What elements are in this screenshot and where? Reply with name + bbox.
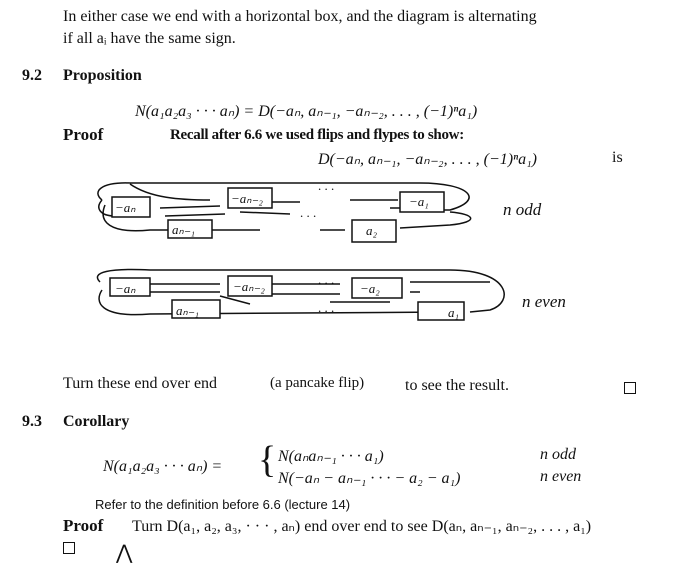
caret-mark: ⋀: [116, 542, 133, 564]
corollary-number: 9.3: [22, 413, 42, 430]
even-box2-label: aₙ₋₁: [176, 303, 200, 318]
qed-square-2: [63, 542, 75, 554]
even-box5-label: a₁: [448, 305, 460, 320]
odd-box1-label: −aₙ: [115, 200, 136, 215]
turn-note: (a pancake flip): [270, 375, 365, 391]
proof-is: is: [612, 149, 623, 166]
odd-box5-label: a₂: [366, 223, 378, 238]
proof-label: Proof: [63, 125, 104, 144]
odd-label: n odd: [503, 200, 542, 219]
even-box1-label: −aₙ: [115, 281, 136, 296]
proof2-text: Turn D(a₁, a₂, a₃, · · · , aₙ) end over end to see D(aₙ, aₙ₋₁, aₙ₋₂, . . . , a₁): [132, 518, 592, 535]
qed-square-1: [624, 382, 636, 394]
prop-formula: N(a₁a₂a₃ · · · aₙ) = D(−aₙ, aₙ₋₁, −aₙ₋₂, . . . , (−1)ⁿa₁): [135, 103, 478, 120]
odd-box4-label: −a₁: [409, 194, 429, 209]
proof-note: Recall after 6.6 we used flips and flypes to show:: [170, 127, 464, 143]
intro-line-1: In either case we end with a horizontal box, and the diagram is alternating: [63, 8, 537, 25]
corollary-lhs: N(a₁a₂a₃ · · · aₙ) =: [103, 458, 223, 475]
even-box3-label: −aₙ₋₂: [233, 279, 265, 294]
corollary-case2-expr: N(−aₙ − aₙ₋₁ · · · − a₂ − a₁): [278, 470, 461, 487]
turn-text-b: to see the result.: [405, 377, 509, 394]
corollary-brace: {: [258, 439, 277, 481]
prop-title: Proposition: [63, 67, 142, 84]
corollary-title: Corollary: [63, 413, 130, 430]
even-label: n even: [522, 292, 566, 311]
intro-line-2: if all aᵢ have the same sign.: [63, 30, 236, 47]
refer-note: Refer to the definition before 6.6 (lecture 14): [95, 497, 351, 512]
odd-dots-1: . . .: [318, 178, 335, 193]
turn-text-a: Turn these end over end: [63, 375, 218, 392]
odd-dots-2: . . .: [300, 205, 317, 220]
proof2-label: Proof: [63, 516, 104, 535]
even-dots-2: . . .: [318, 300, 335, 315]
corollary-case1-expr: N(aₙaₙ₋₁ · · · a₁): [278, 448, 384, 465]
prop-number: 9.2: [22, 67, 42, 84]
even-box4-label: −a₂: [360, 281, 380, 296]
knot-diagram-odd: [90, 170, 490, 250]
odd-box3-label: −aₙ₋₂: [231, 191, 263, 206]
corollary-case1-cond: n odd: [540, 446, 576, 463]
odd-box2-label: aₙ₋₁: [172, 222, 196, 237]
corollary-case2-cond: n even: [540, 468, 582, 485]
proof-formula: D(−aₙ, aₙ₋₁, −aₙ₋₂, . . . , (−1)ⁿa₁): [318, 151, 537, 168]
even-dots-1: . . .: [318, 272, 335, 287]
